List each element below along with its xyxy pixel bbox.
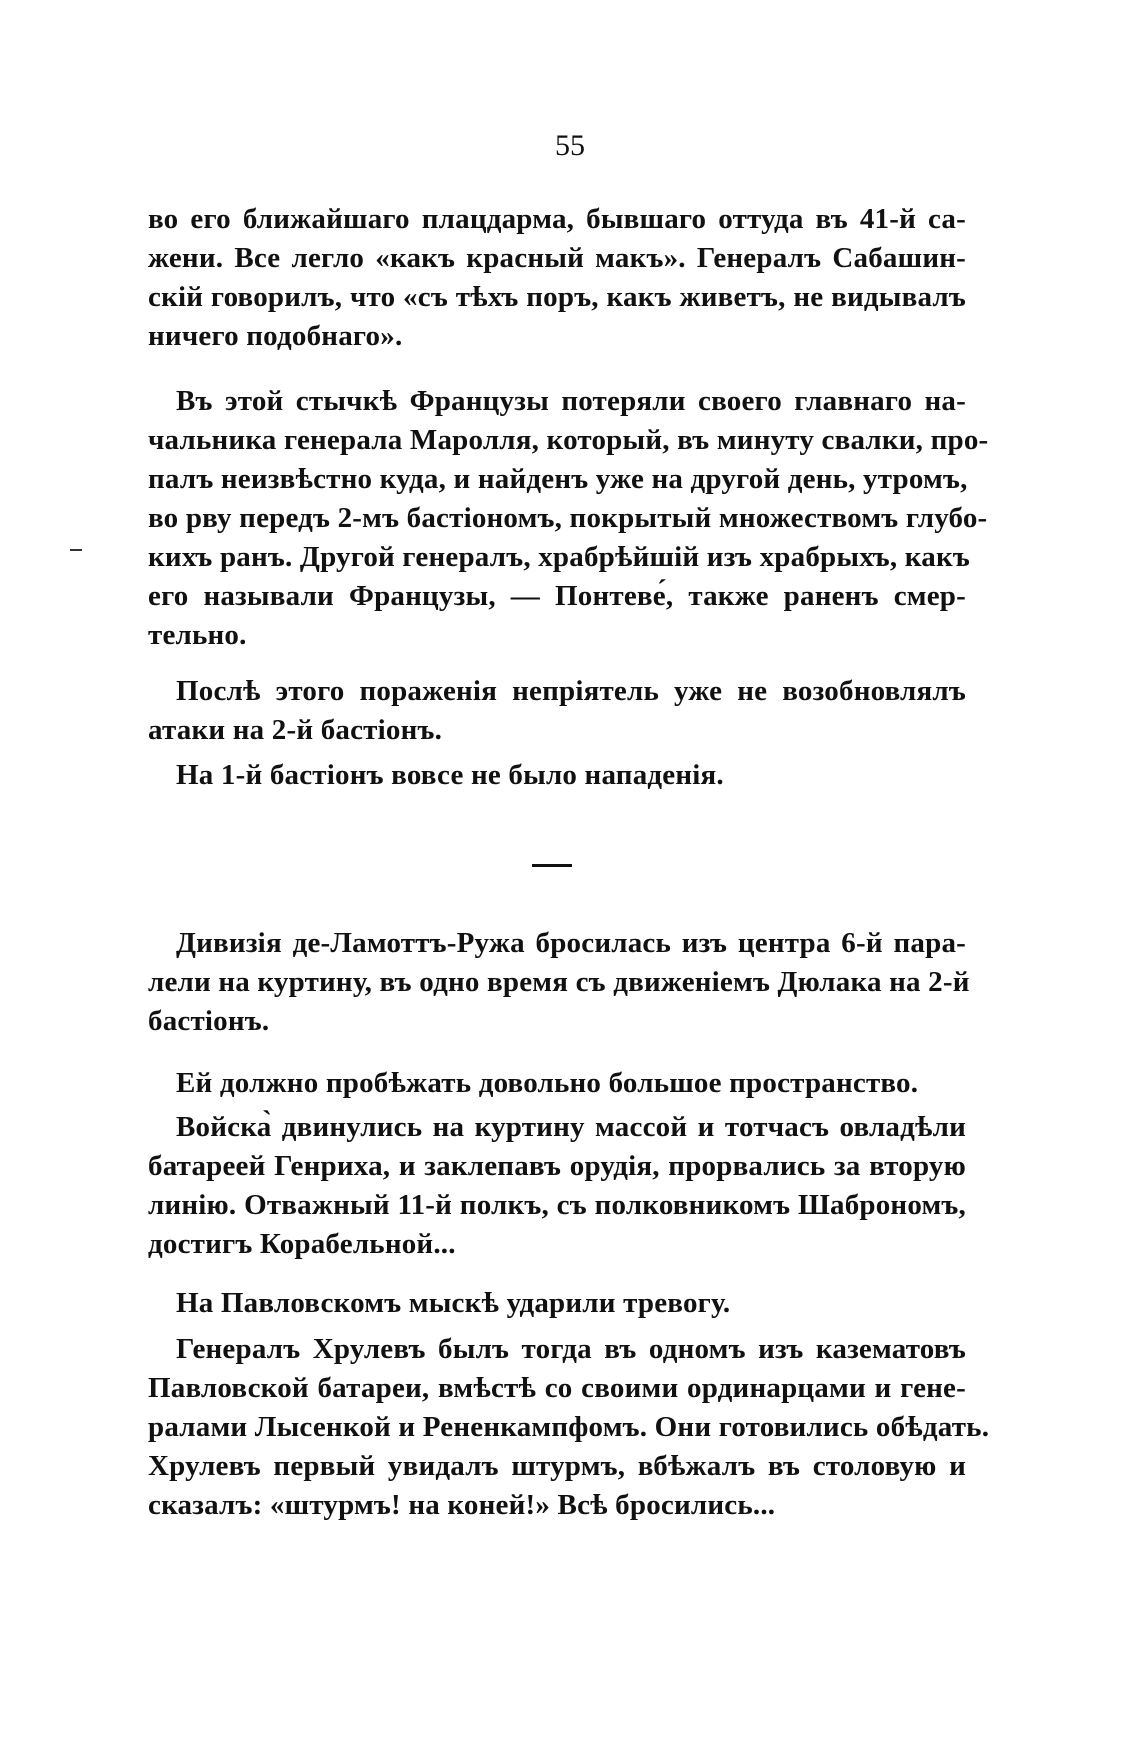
text-line: чальника генерала Маролля, который, въ минуту свалки, про- — [148, 424, 989, 456]
text-line: достигъ Корабельной... — [148, 1228, 456, 1260]
text-line: На Павловскомъ мыскѣ ударили тревогу. — [176, 1287, 731, 1319]
text-line: Хрулевъ первый увидалъ штурмъ, вбѣжалъ въ столовую и — [148, 1450, 966, 1482]
text-line: во рву передъ 2-мъ бастіономъ, покрытый множествомъ глубо- — [148, 502, 988, 534]
paragraph-7 — [148, 1108, 966, 1264]
paragraph-9 — [148, 1330, 990, 1525]
text-line: жени. Все легло «какъ красный макъ». Генералъ Сабашин- — [148, 242, 966, 274]
text-line: лели на куртину, въ одно время съ движеніемъ Дюлака на 2-й — [148, 966, 970, 998]
text-line: На 1-й бастіонъ вовсе не было нападенія. — [176, 759, 724, 791]
paragraph-5 — [148, 924, 970, 1041]
text-line: палъ неизвѣстно куда, и найденъ уже на другой день, утромъ, — [148, 463, 968, 495]
paragraph-4 — [148, 756, 966, 795]
paragraph-3 — [148, 672, 966, 750]
text-line: кихъ ранъ. Другой генералъ, храбрѣйшій изъ храбрыхъ, какъ — [148, 541, 970, 573]
text-line: Дивизія де-Ламоттъ-Ружа бросилась изъ центра 6-й пара- — [176, 927, 966, 959]
text-line: Въ этой стычкѣ Французы потеряли своего главнаго на- — [176, 385, 966, 417]
paragraph-2 — [148, 382, 989, 655]
page-number: 55 — [555, 129, 585, 162]
text-line: ралами Лысенкой и Рененкампфомъ. Они готовились обѣдать. — [148, 1411, 990, 1443]
text-line: линію. Отважный 11-й полкъ, съ полковникомъ Шаброномъ, — [148, 1189, 966, 1221]
text-line: его называли Французы, — Понтеве́, также раненъ смер- — [148, 580, 966, 612]
text-line: Послѣ этого пораженія непріятель уже не возобновлялъ — [176, 675, 966, 707]
paragraph-1 — [148, 200, 966, 356]
paragraph-8 — [148, 1284, 966, 1323]
text-line: Генералъ Хрулевъ былъ тогда въ одномъ изъ казематовъ — [176, 1333, 966, 1365]
margin-mark — [70, 549, 82, 551]
text-line: ничего подобнаго». — [148, 320, 403, 352]
text-line: атаки на 2-й бастіонъ. — [148, 714, 443, 746]
section-separator — [532, 864, 572, 867]
text-line: Ей должно пробѣжать довольно большое пространство. — [176, 1067, 919, 1099]
text-line: тельно. — [148, 619, 247, 651]
text-line: во его ближайшаго плацдарма, бывшаго оттуда въ 41-й са- — [148, 203, 966, 235]
text-line: скій говорилъ, что «съ тѣхъ поръ, какъ живетъ, не видывалъ — [148, 281, 966, 313]
text-line: сказалъ: «штурмъ! на коней!» Всѣ бросились... — [148, 1489, 776, 1521]
text-line: бастіонъ. — [148, 1005, 270, 1037]
text-line: батареей Генриха, и заклепавъ орудія, прорвались за вторую — [148, 1150, 966, 1182]
text-line: Войска̀ двинулись на куртину массой и тотчасъ овладѣли — [176, 1111, 966, 1143]
text-line: Павловской батареи, вмѣстѣ со своими ординарцами и гене- — [148, 1372, 966, 1404]
paragraph-6 — [148, 1064, 966, 1103]
